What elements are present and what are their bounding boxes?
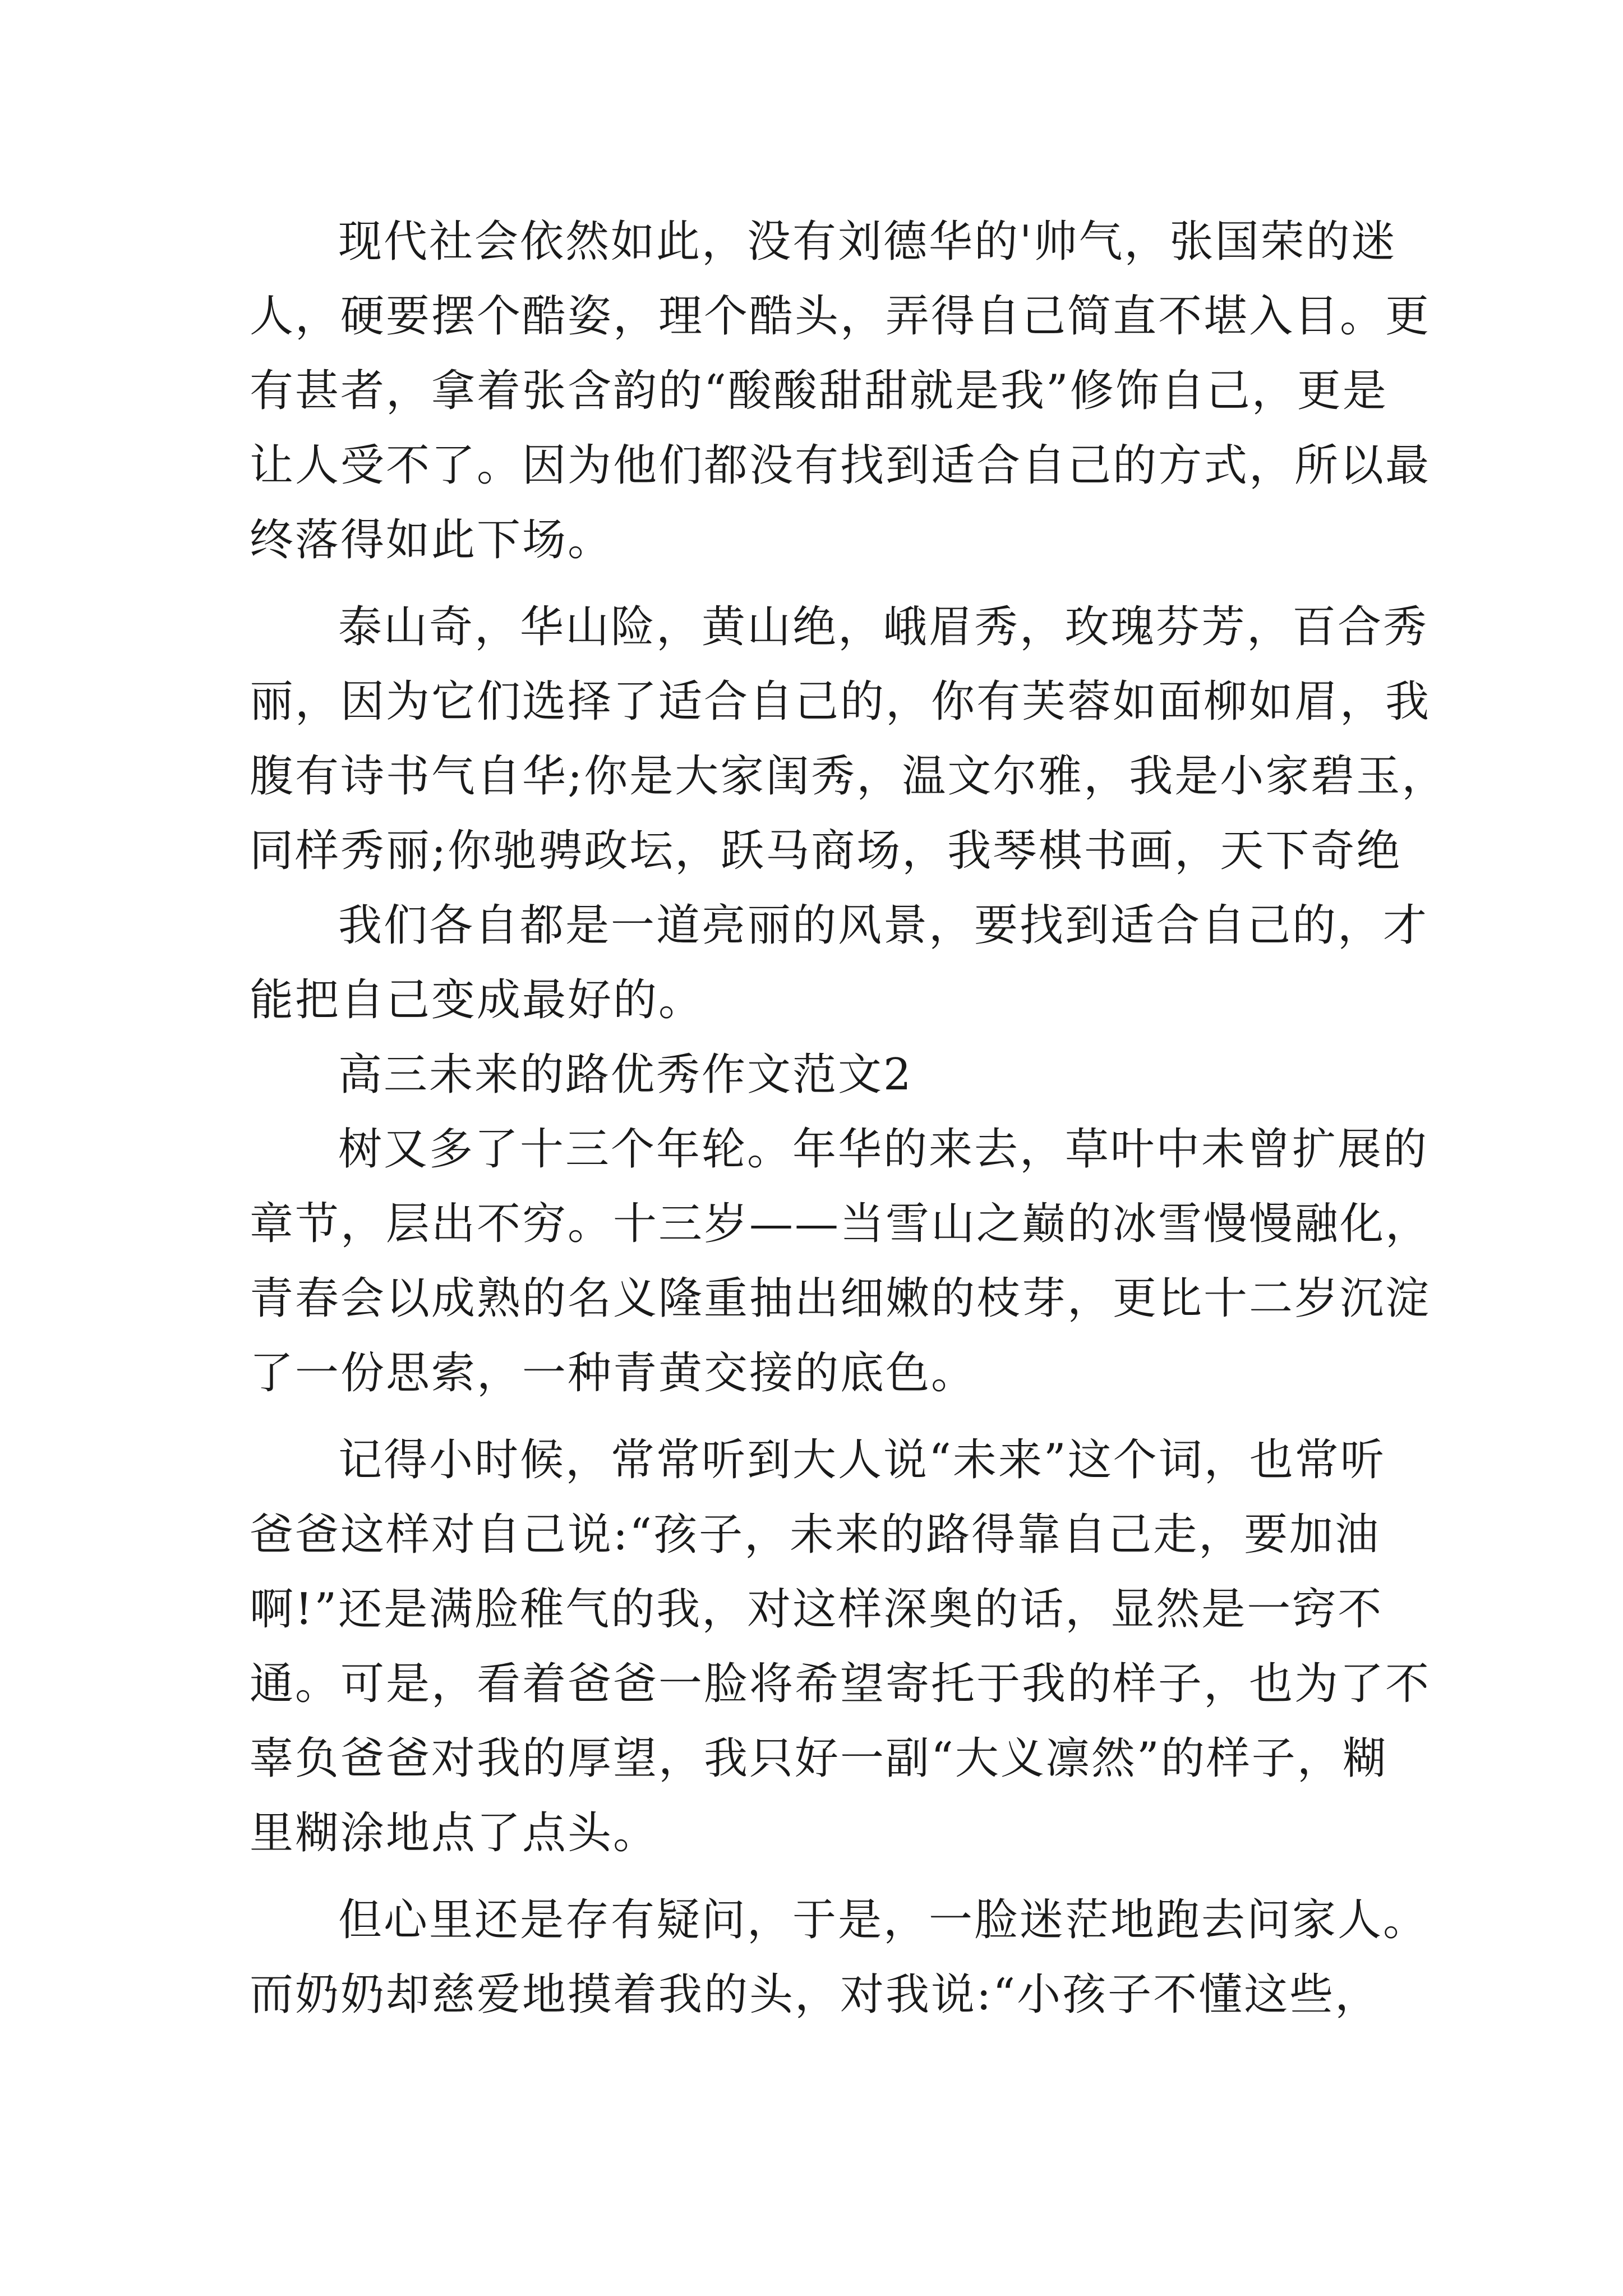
text-line: 有甚者，拿着张含韵的“酸酸甜甜就是我”修饰自己，更是 (250, 366, 1388, 416)
text-line: 但心里还是存有疑问，于是，一脸迷茫地跑去问家人。 (338, 1895, 1429, 1945)
text-line: 通。可是，看着爸爸一脸将希望寄托于我的样子，也为了不 (250, 1659, 1431, 1709)
text-line: 丽，因为它们选择了适合自己的，你有芙蓉如面柳如眉，我 (250, 677, 1431, 727)
text-line: 现代社会依然如此，没有刘德华的'帅气，张国荣的迷 (338, 217, 1397, 267)
document-body (250, 205, 1447, 2032)
text-line: 人，硬要摆个酷姿，理个酷头，弄得自己简直不堪入目。更 (250, 291, 1431, 342)
text-line: 记得小时候，常常听到大人说“未来”这个词，也常听 (338, 1435, 1386, 1485)
text-line: 爸爸这样对自己说:“孩子，未来的路得靠自己走，要加油 (250, 1510, 1381, 1560)
text-line: 树又多了十三个年轮。年华的来去，草叶中未曾扩展的 (338, 1124, 1429, 1175)
text-line: 让人受不了。因为他们都没有找到适合自己的方式，所以最 (250, 440, 1431, 491)
text-line: 啊!”还是满脸稚气的我，对这样深奥的话，显然是一窍不 (250, 1584, 1384, 1635)
text-line: 能把自己变成最好的。 (250, 975, 704, 1025)
text-line: 章节，层出不穷。十三岁——当雪山之巅的冰雪慢慢融化， (250, 1199, 1431, 1249)
text-line: 终落得如此下场。 (250, 515, 614, 565)
text-line: 泰山奇，华山险，黄山绝，峨眉秀，玫瑰芬芳，百合秀 (338, 602, 1429, 652)
section-heading: 高三未来的路优秀作文范文2 (338, 1050, 913, 1100)
text-line: 腹有诗书气自华;你是大家闺秀，温文尔雅，我是小家碧玉， (250, 751, 1447, 802)
text-line: 青春会以成熟的名义隆重抽出细嫩的枝芽，更比十二岁沉淀 (250, 1273, 1431, 1324)
text-line: 我们各自都是一道亮丽的风景，要找到适合自己的，才 (338, 900, 1429, 951)
text-line: 了一份思索，一种青黄交接的底色。 (250, 1348, 977, 1398)
text-line: 辜负爸爸对我的厚望，我只好一副“大义凛然”的样子，糊 (250, 1733, 1388, 1784)
text-line: 里糊涂地点了点头。 (250, 1808, 659, 1858)
text-line: 而奶奶却慈爱地摸着我的头，对我说:“小孩子不懂这些， (250, 1970, 1381, 2020)
text-line: 同样秀丽;你驰骋政坛，跃马商场，我琴棋书画，天下奇绝 (250, 826, 1402, 876)
